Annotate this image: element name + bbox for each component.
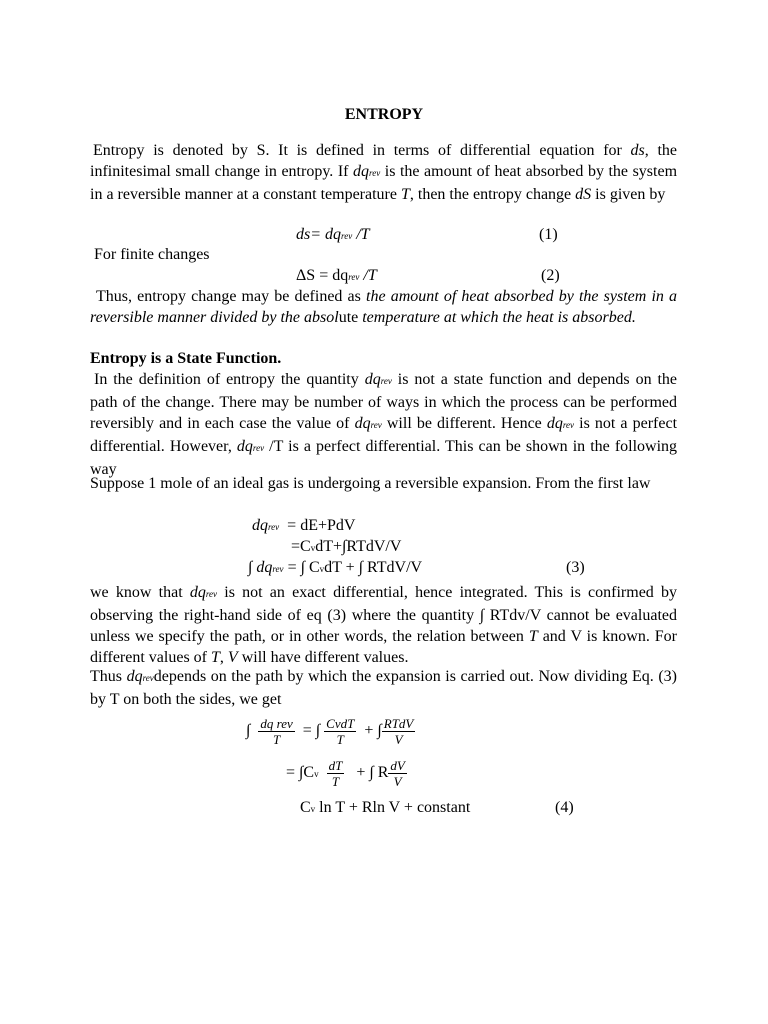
intro-text: , then the entropy change — [409, 186, 572, 203]
denominator: V — [393, 774, 402, 789]
numerator: dT — [328, 758, 343, 773]
symbol-T: T — [528, 628, 538, 645]
intro-text: , the infinitesimal small change in entropy. If — [90, 142, 678, 180]
denominator: T — [336, 732, 344, 747]
equation-part: = ∫ — [302, 722, 321, 740]
body-text: will be different. Hence — [386, 415, 542, 432]
subscript-rev: rev — [272, 564, 284, 574]
equation-part: = ∫C — [286, 764, 315, 782]
intro-text: is the amount of heat absorbed by the system in a reversible manner at a constant temperature — [90, 163, 678, 203]
definition-paragraph — [90, 286, 677, 328]
symbol-V: V — [227, 649, 238, 666]
fraction — [388, 758, 406, 789]
fraction — [327, 758, 345, 789]
subscript-rev: rev — [341, 231, 353, 241]
suppose-paragraph: Suppose 1 mole of an ideal gas is undergoing a reversible expansion. From the first law — [90, 475, 651, 492]
equation-4-line-3 — [300, 797, 470, 820]
exact-differential-paragraph: we know that dqrev is not an exact differential, hence integrated. This is confirmed by observing the right-hand side of eq (3) where the quantity ∫ RTdv/V cannot be evaluated unless we specify the path, or in other words, the relation between T and V is known. For different values of T, V will have different values. — [90, 584, 678, 666]
body-text: is not a state function and depends on the path of the change. There may be number of ways in which the process can be performed reversibly and in each case the value of — [90, 371, 678, 432]
fraction — [324, 716, 356, 747]
denominator: V — [394, 732, 403, 747]
subscript-rev: rev — [562, 420, 575, 430]
body-text: we know that — [90, 584, 183, 601]
denominator: T — [331, 774, 340, 789]
definition-italic: the amount of heat absorbed by the system in a reversible manner divided by the absol — [90, 288, 678, 326]
equation-3 — [248, 557, 422, 580]
subscript-v: v — [319, 564, 325, 574]
equation-4-line-2 — [286, 758, 407, 789]
subscript-rev: rev — [252, 443, 265, 453]
equation-number: (1) — [539, 226, 558, 243]
definition-italic: temperature at which the heat is absorbed. — [362, 309, 636, 326]
equation-first-law — [252, 515, 355, 538]
integral-sign: ∫ — [246, 722, 251, 740]
fraction — [382, 716, 416, 747]
numerator: dV — [390, 758, 405, 773]
equation-part: ln T + Rln V + constant — [319, 799, 471, 816]
equation-part: + ∫ R — [356, 764, 389, 782]
equation-part: ∫ dq — [248, 559, 273, 576]
intro-paragraph — [90, 140, 677, 205]
symbol-dq: dq — [364, 371, 381, 388]
intro-text: Entropy is denoted by S. It is defined in terms of differential equation for — [93, 142, 622, 159]
definition-text: Thus, entropy change may be defined as — [96, 288, 361, 305]
subscript-rev: rev — [380, 376, 392, 386]
state-function-paragraph — [90, 369, 677, 480]
symbol-dq: dq — [252, 517, 268, 534]
equation-lhs: ΔS = dq — [296, 267, 349, 284]
symbol-ds: ds — [630, 142, 645, 159]
subscript-v: v — [314, 769, 319, 780]
body-text: is not a perfect differential. However, — [90, 415, 678, 455]
body-text: will have different values. — [241, 649, 409, 666]
equation-1 — [296, 224, 370, 247]
symbol-dq: dq — [546, 415, 563, 432]
subscript-v: v — [310, 804, 316, 814]
numerator: RTdV — [383, 716, 414, 731]
subscript-rev: rev — [348, 272, 360, 282]
body-text: /T is a perfect differential. This can be shown in the following way — [90, 438, 678, 478]
equation-part: + ∫ — [364, 722, 382, 740]
page-title: ENTROPY — [344, 106, 424, 123]
equation-rhs: /T — [363, 267, 377, 284]
body-text: is not an exact differential, hence integrated. This is confirmed by observing the right-hand side of eq (3) where the quantity ∫ RTdv/V cannot be evaluated unless we specify the path, or in other words, the relation between — [90, 584, 678, 645]
equation-number: (4) — [555, 799, 574, 816]
symbol-T: T — [400, 186, 410, 203]
equation-part: = ∫ C — [287, 559, 320, 576]
subscript-rev: rev — [205, 589, 218, 599]
definition-text: ute — [338, 309, 359, 326]
equation-part: dT + ∫ RTdV/V — [324, 559, 423, 576]
finite-changes-label: For finite changes — [94, 246, 210, 263]
equation-rhs: = dE+PdV — [287, 517, 356, 534]
numerator: CvdT — [326, 716, 355, 731]
symbol-dS: dS — [575, 186, 592, 203]
dividing-paragraph — [90, 666, 677, 710]
body-text: depends on the path by which the expansion is carried out. Now dividing Eq. (3) by T on both the sides, we get — [90, 668, 677, 708]
equation-4-line-1 — [246, 716, 415, 747]
equation-part: C — [300, 799, 311, 816]
intro-text: is given by — [595, 186, 666, 203]
equation-2 — [296, 265, 377, 288]
denominator: T — [272, 732, 281, 747]
equation-lhs: ds= dq — [296, 226, 342, 243]
subscript-rev: rev — [268, 522, 280, 532]
symbol-dq: dq — [126, 668, 143, 685]
body-text: Thus — [90, 668, 122, 685]
equation-number: (2) — [541, 267, 560, 284]
body-text: and V is known. For different values of — [90, 628, 678, 666]
subscript-rev: rev — [370, 420, 382, 430]
equation-number: (3) — [566, 559, 585, 576]
body-text: In the definition of entropy the quantity — [94, 371, 359, 388]
numerator: dq rev — [260, 716, 293, 731]
section-heading: Entropy is a State Function. — [90, 350, 282, 367]
equation-part: =C — [291, 538, 311, 555]
fraction — [258, 716, 294, 747]
symbol-T: T — [211, 649, 220, 666]
symbol-dq: dq — [354, 415, 371, 432]
subscript-rev: rev — [369, 168, 381, 178]
symbol-dq: dq — [236, 438, 253, 455]
equation-part: dT+∫RTdV/V — [315, 538, 402, 555]
equation-step — [291, 536, 401, 559]
subscript-v: v — [310, 543, 316, 553]
equation-rhs: /T — [356, 226, 370, 243]
symbol-dq: dq — [353, 163, 370, 180]
symbol-dq: dq — [189, 584, 206, 601]
subscript-rev: rev — [142, 673, 154, 683]
